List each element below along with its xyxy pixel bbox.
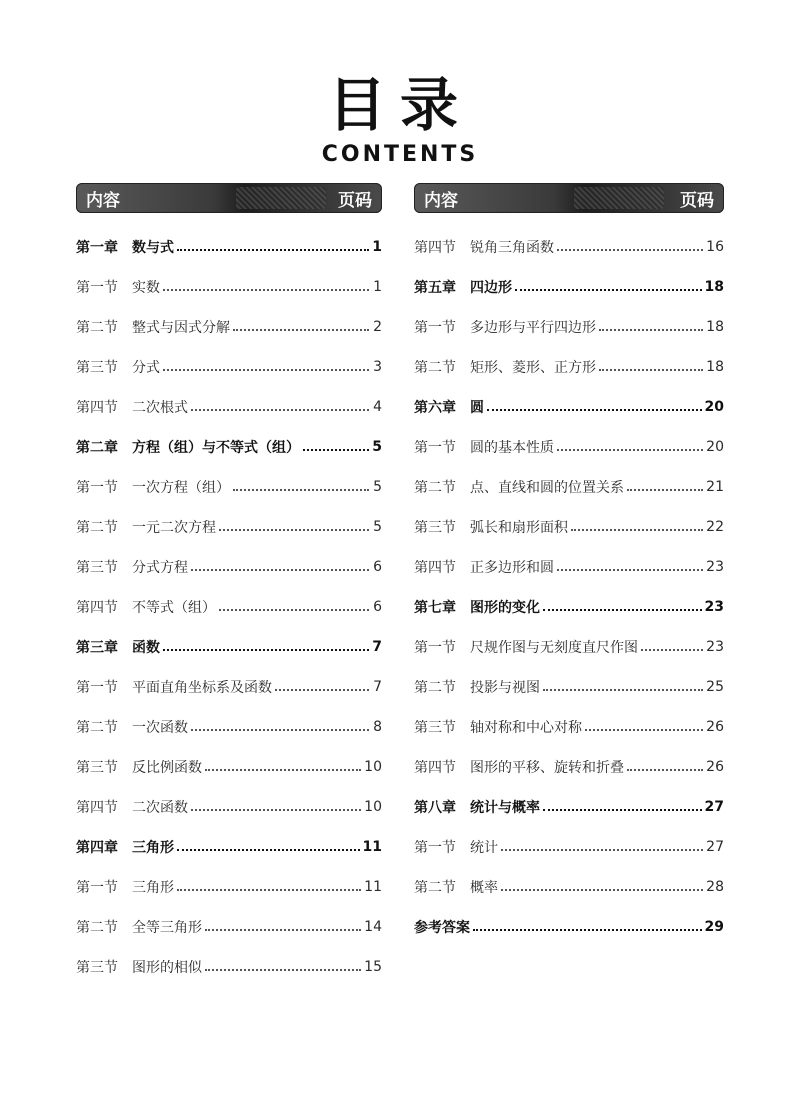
entry-page-number: 1 bbox=[372, 239, 382, 255]
dot-leader bbox=[543, 809, 702, 811]
toc-list-left bbox=[76, 227, 382, 987]
entry-label bbox=[414, 597, 540, 617]
dot-leader bbox=[163, 649, 369, 651]
entry-label bbox=[76, 717, 188, 737]
entry-label bbox=[76, 477, 230, 497]
entry-page-number: 20 bbox=[704, 399, 724, 415]
toc-section-entry[interactable] bbox=[76, 587, 382, 627]
entry-title: 平面直角坐标系及函数 bbox=[132, 680, 272, 696]
entry-section-number: 第一节 bbox=[76, 280, 118, 296]
entry-page-number: 22 bbox=[706, 519, 724, 535]
dot-leader bbox=[233, 489, 369, 491]
entry-page-number: 26 bbox=[706, 719, 724, 735]
toc-section-entry[interactable] bbox=[76, 947, 382, 987]
entry-label bbox=[414, 357, 596, 377]
toc-section-entry[interactable] bbox=[414, 347, 724, 387]
entry-page-number: 11 bbox=[362, 839, 382, 855]
entry-label bbox=[414, 757, 624, 777]
entry-title: 三角形 bbox=[132, 840, 174, 856]
entry-section-number: 第二节 bbox=[76, 720, 118, 736]
toc-section-entry[interactable] bbox=[76, 747, 382, 787]
header-texture bbox=[236, 187, 326, 209]
toc-section-entry[interactable] bbox=[76, 707, 382, 747]
toc-chapter-entry[interactable] bbox=[414, 387, 724, 427]
entry-label bbox=[76, 237, 174, 257]
page-title: 目录 bbox=[327, 71, 472, 139]
toc-section-entry[interactable] bbox=[414, 827, 724, 867]
entry-page-number: 11 bbox=[364, 879, 382, 895]
dot-leader bbox=[275, 689, 369, 691]
toc-list-right bbox=[414, 227, 724, 947]
entry-title: 尺规作图与无刻度直尺作图 bbox=[470, 640, 638, 656]
entry-section-number: 第五章 bbox=[414, 280, 456, 296]
entry-section-number: 第一节 bbox=[76, 680, 118, 696]
entry-page-number: 10 bbox=[364, 799, 382, 815]
entry-page-number: 21 bbox=[706, 479, 724, 495]
entry-section-number: 第一节 bbox=[414, 440, 456, 456]
entry-label bbox=[414, 237, 554, 257]
toc-chapter-entry[interactable] bbox=[414, 267, 724, 307]
toc-section-entry[interactable] bbox=[414, 547, 724, 587]
entry-title: 锐角三角函数 bbox=[470, 240, 554, 256]
entry-page-number: 28 bbox=[706, 879, 724, 895]
toc-column-left bbox=[76, 183, 382, 987]
entry-section-number: 第三节 bbox=[414, 720, 456, 736]
entry-page-number: 5 bbox=[373, 479, 382, 495]
entry-page-number: 25 bbox=[706, 679, 724, 695]
dot-leader bbox=[557, 569, 703, 571]
dot-leader bbox=[557, 249, 703, 251]
toc-column-right bbox=[414, 183, 724, 947]
entry-title: 实数 bbox=[132, 280, 160, 296]
entry-page-number: 18 bbox=[704, 279, 724, 295]
dot-leader bbox=[177, 249, 369, 251]
toc-section-entry[interactable] bbox=[76, 387, 382, 427]
entry-title: 三角形 bbox=[132, 880, 174, 896]
entry-label bbox=[76, 917, 202, 937]
entry-page-number: 20 bbox=[706, 439, 724, 455]
entry-label bbox=[76, 957, 202, 977]
toc-section-entry[interactable] bbox=[76, 507, 382, 547]
entry-page-number: 1 bbox=[373, 279, 382, 295]
entry-page-number: 8 bbox=[373, 719, 382, 735]
entry-page-number: 6 bbox=[373, 559, 382, 575]
entry-label bbox=[76, 677, 272, 697]
entry-section-number: 第四章 bbox=[76, 840, 118, 856]
dot-leader bbox=[219, 529, 369, 531]
dot-leader bbox=[191, 809, 361, 811]
entry-section-number: 第四节 bbox=[76, 400, 118, 416]
toc-section-entry[interactable] bbox=[414, 627, 724, 667]
entry-label bbox=[76, 357, 160, 377]
entry-page-number: 7 bbox=[372, 639, 382, 655]
entry-title: 二次函数 bbox=[132, 800, 188, 816]
dot-leader bbox=[627, 489, 703, 491]
dot-leader bbox=[163, 369, 369, 371]
entry-label bbox=[76, 557, 188, 577]
entry-label bbox=[414, 877, 498, 897]
dot-leader bbox=[219, 609, 369, 611]
entry-section-number: 第一节 bbox=[414, 640, 456, 656]
entry-title: 图形的相似 bbox=[132, 960, 202, 976]
entry-title: 参考答案 bbox=[414, 920, 470, 936]
entry-page-number: 4 bbox=[373, 399, 382, 415]
entry-section-number: 第二节 bbox=[414, 680, 456, 696]
entry-page-number: 6 bbox=[373, 599, 382, 615]
entry-title: 不等式（组） bbox=[132, 600, 216, 616]
entry-page-number: 10 bbox=[364, 759, 382, 775]
dot-leader bbox=[627, 769, 703, 771]
toc-chapter-entry[interactable] bbox=[414, 787, 724, 827]
dot-leader bbox=[515, 289, 702, 291]
dot-leader bbox=[473, 929, 702, 931]
entry-section-number: 第四节 bbox=[76, 800, 118, 816]
entry-section-number: 第三节 bbox=[76, 960, 118, 976]
entry-page-number: 27 bbox=[704, 799, 724, 815]
dot-leader bbox=[191, 729, 369, 731]
entry-label bbox=[76, 837, 174, 857]
entry-section-number: 第一节 bbox=[76, 880, 118, 896]
entry-label bbox=[414, 317, 596, 337]
entry-section-number: 第四节 bbox=[414, 560, 456, 576]
toc-section-entry[interactable] bbox=[414, 427, 724, 467]
entry-section-number: 第六章 bbox=[414, 400, 456, 416]
entry-section-number: 第一节 bbox=[414, 840, 456, 856]
entry-page-number: 23 bbox=[706, 559, 724, 575]
toc-section-entry[interactable] bbox=[414, 867, 724, 907]
dot-leader bbox=[205, 929, 361, 931]
toc-section-entry[interactable] bbox=[76, 787, 382, 827]
toc-section-entry[interactable] bbox=[76, 907, 382, 947]
entry-label bbox=[76, 797, 188, 817]
entry-title: 整式与因式分解 bbox=[132, 320, 230, 336]
toc-section-entry[interactable] bbox=[414, 227, 724, 267]
entry-title: 图形的平移、旋转和折叠 bbox=[470, 760, 624, 776]
entry-section-number: 第二节 bbox=[76, 920, 118, 936]
toc-section-entry[interactable] bbox=[414, 507, 724, 547]
toc-header-left bbox=[76, 183, 382, 213]
dot-leader bbox=[585, 729, 703, 731]
toc-section-entry[interactable] bbox=[76, 667, 382, 707]
toc-header-right bbox=[414, 183, 724, 213]
entry-title: 点、直线和圆的位置关系 bbox=[470, 480, 624, 496]
entry-title: 分式 bbox=[132, 360, 160, 376]
entry-title: 概率 bbox=[470, 880, 498, 896]
entry-label bbox=[76, 637, 160, 657]
entry-page-number: 23 bbox=[706, 639, 724, 655]
entry-title: 图形的变化 bbox=[470, 600, 540, 616]
entry-label bbox=[414, 797, 540, 817]
entry-title: 轴对称和中心对称 bbox=[470, 720, 582, 736]
toc-chapter-entry[interactable] bbox=[414, 907, 724, 947]
entry-title: 反比例函数 bbox=[132, 760, 202, 776]
entry-section-number: 第三节 bbox=[414, 520, 456, 536]
dot-leader bbox=[163, 289, 369, 291]
entry-title: 一次方程（组） bbox=[132, 480, 230, 496]
entry-section-number: 第四节 bbox=[414, 760, 456, 776]
entry-title: 弧长和扇形面积 bbox=[470, 520, 568, 536]
dot-leader bbox=[205, 769, 361, 771]
dot-leader bbox=[501, 849, 703, 851]
entry-section-number: 第二节 bbox=[414, 360, 456, 376]
dot-leader bbox=[557, 449, 703, 451]
entry-section-number: 第一节 bbox=[76, 480, 118, 496]
entry-page-number: 23 bbox=[704, 599, 724, 615]
entry-label bbox=[76, 877, 174, 897]
toc-section-entry[interactable] bbox=[76, 347, 382, 387]
entry-page-number: 14 bbox=[364, 919, 382, 935]
entry-section-number: 第二节 bbox=[76, 320, 118, 336]
toc-section-entry[interactable] bbox=[76, 867, 382, 907]
entry-title: 全等三角形 bbox=[132, 920, 202, 936]
entry-label bbox=[76, 517, 216, 537]
entry-label bbox=[76, 597, 216, 617]
dot-leader bbox=[641, 649, 703, 651]
header-page-label: 页码 bbox=[338, 190, 372, 211]
entry-section-number: 第一节 bbox=[414, 320, 456, 336]
header-page-label: 页码 bbox=[680, 190, 714, 211]
entry-page-number: 16 bbox=[706, 239, 724, 255]
entry-section-number: 第四节 bbox=[414, 240, 456, 256]
entry-title: 多边形与平行四边形 bbox=[470, 320, 596, 336]
entry-label bbox=[414, 837, 498, 857]
dot-leader bbox=[543, 609, 702, 611]
entry-title: 统计与概率 bbox=[470, 800, 540, 816]
toc-chapter-entry[interactable] bbox=[76, 227, 382, 267]
entry-title: 方程（组）与不等式（组） bbox=[132, 440, 300, 456]
entry-section-number: 第二节 bbox=[414, 880, 456, 896]
entry-label bbox=[76, 437, 300, 457]
dot-leader bbox=[571, 529, 703, 531]
dot-leader bbox=[303, 449, 369, 451]
entry-section-number: 第四节 bbox=[76, 600, 118, 616]
entry-page-number: 15 bbox=[364, 959, 382, 975]
entry-title: 一元二次方程 bbox=[132, 520, 216, 536]
entry-section-number: 第二章 bbox=[76, 440, 118, 456]
dot-leader bbox=[487, 409, 702, 411]
toc-section-entry[interactable] bbox=[414, 667, 724, 707]
entry-label bbox=[76, 397, 188, 417]
entry-page-number: 7 bbox=[373, 679, 382, 695]
entry-label bbox=[76, 317, 230, 337]
entry-title: 分式方程 bbox=[132, 560, 188, 576]
dot-leader bbox=[543, 689, 703, 691]
dot-leader bbox=[599, 329, 703, 331]
header-texture bbox=[574, 187, 664, 209]
entry-title: 正多边形和圆 bbox=[470, 560, 554, 576]
entry-label bbox=[76, 757, 202, 777]
entry-section-number: 第三章 bbox=[76, 640, 118, 656]
toc-chapter-entry[interactable] bbox=[76, 427, 382, 467]
entry-label bbox=[414, 397, 484, 417]
entry-label bbox=[414, 637, 638, 657]
entry-section-number: 第一章 bbox=[76, 240, 118, 256]
toc-section-entry[interactable] bbox=[414, 707, 724, 747]
dot-leader bbox=[177, 889, 361, 891]
page-subtitle: CONTENTS bbox=[321, 142, 479, 167]
entry-page-number: 29 bbox=[704, 919, 724, 935]
entry-page-number: 18 bbox=[706, 319, 724, 335]
entry-label bbox=[414, 557, 554, 577]
entry-title: 四边形 bbox=[470, 280, 512, 296]
entry-label bbox=[414, 517, 568, 537]
entry-section-number: 第二节 bbox=[76, 520, 118, 536]
entry-label bbox=[414, 717, 582, 737]
dot-leader bbox=[191, 409, 369, 411]
entry-section-number: 第三节 bbox=[76, 760, 118, 776]
entry-page-number: 18 bbox=[706, 359, 724, 375]
entry-title: 数与式 bbox=[132, 240, 174, 256]
header-content-label: 内容 bbox=[424, 190, 458, 211]
dot-leader bbox=[233, 329, 369, 331]
entry-label bbox=[414, 277, 512, 297]
entry-title: 圆的基本性质 bbox=[470, 440, 554, 456]
toc-chapter-entry[interactable] bbox=[414, 587, 724, 627]
entry-page-number: 5 bbox=[372, 439, 382, 455]
toc-section-entry[interactable] bbox=[414, 307, 724, 347]
entry-title: 二次根式 bbox=[132, 400, 188, 416]
entry-section-number: 第七章 bbox=[414, 600, 456, 616]
toc-chapter-entry[interactable] bbox=[76, 627, 382, 667]
entry-label bbox=[76, 277, 160, 297]
entry-page-number: 3 bbox=[373, 359, 382, 375]
entry-title: 投影与视图 bbox=[470, 680, 540, 696]
entry-section-number: 第八章 bbox=[414, 800, 456, 816]
entry-page-number: 2 bbox=[373, 319, 382, 335]
toc-section-entry[interactable] bbox=[414, 747, 724, 787]
entry-title: 一次函数 bbox=[132, 720, 188, 736]
entry-section-number: 第二节 bbox=[414, 480, 456, 496]
entry-title: 函数 bbox=[132, 640, 160, 656]
entry-title: 统计 bbox=[470, 840, 498, 856]
toc-section-entry[interactable] bbox=[414, 467, 724, 507]
toc-section-entry[interactable] bbox=[76, 267, 382, 307]
dot-leader bbox=[177, 849, 360, 851]
dot-leader bbox=[191, 569, 369, 571]
dot-leader bbox=[599, 369, 703, 371]
entry-label bbox=[414, 677, 540, 697]
entry-label bbox=[414, 917, 470, 937]
toc-section-entry[interactable] bbox=[76, 307, 382, 347]
toc-section-entry[interactable] bbox=[76, 547, 382, 587]
entry-label bbox=[414, 437, 554, 457]
entry-label bbox=[414, 477, 624, 497]
dot-leader bbox=[501, 889, 703, 891]
toc-chapter-entry[interactable] bbox=[76, 827, 382, 867]
dot-leader bbox=[205, 969, 361, 971]
entry-title: 圆 bbox=[470, 400, 484, 416]
toc-section-entry[interactable] bbox=[76, 467, 382, 507]
entry-page-number: 5 bbox=[373, 519, 382, 535]
entry-page-number: 27 bbox=[706, 839, 724, 855]
entry-section-number: 第三节 bbox=[76, 560, 118, 576]
entry-title: 矩形、菱形、正方形 bbox=[470, 360, 596, 376]
header-content-label: 内容 bbox=[86, 190, 120, 211]
entry-page-number: 26 bbox=[706, 759, 724, 775]
entry-section-number: 第三节 bbox=[76, 360, 118, 376]
